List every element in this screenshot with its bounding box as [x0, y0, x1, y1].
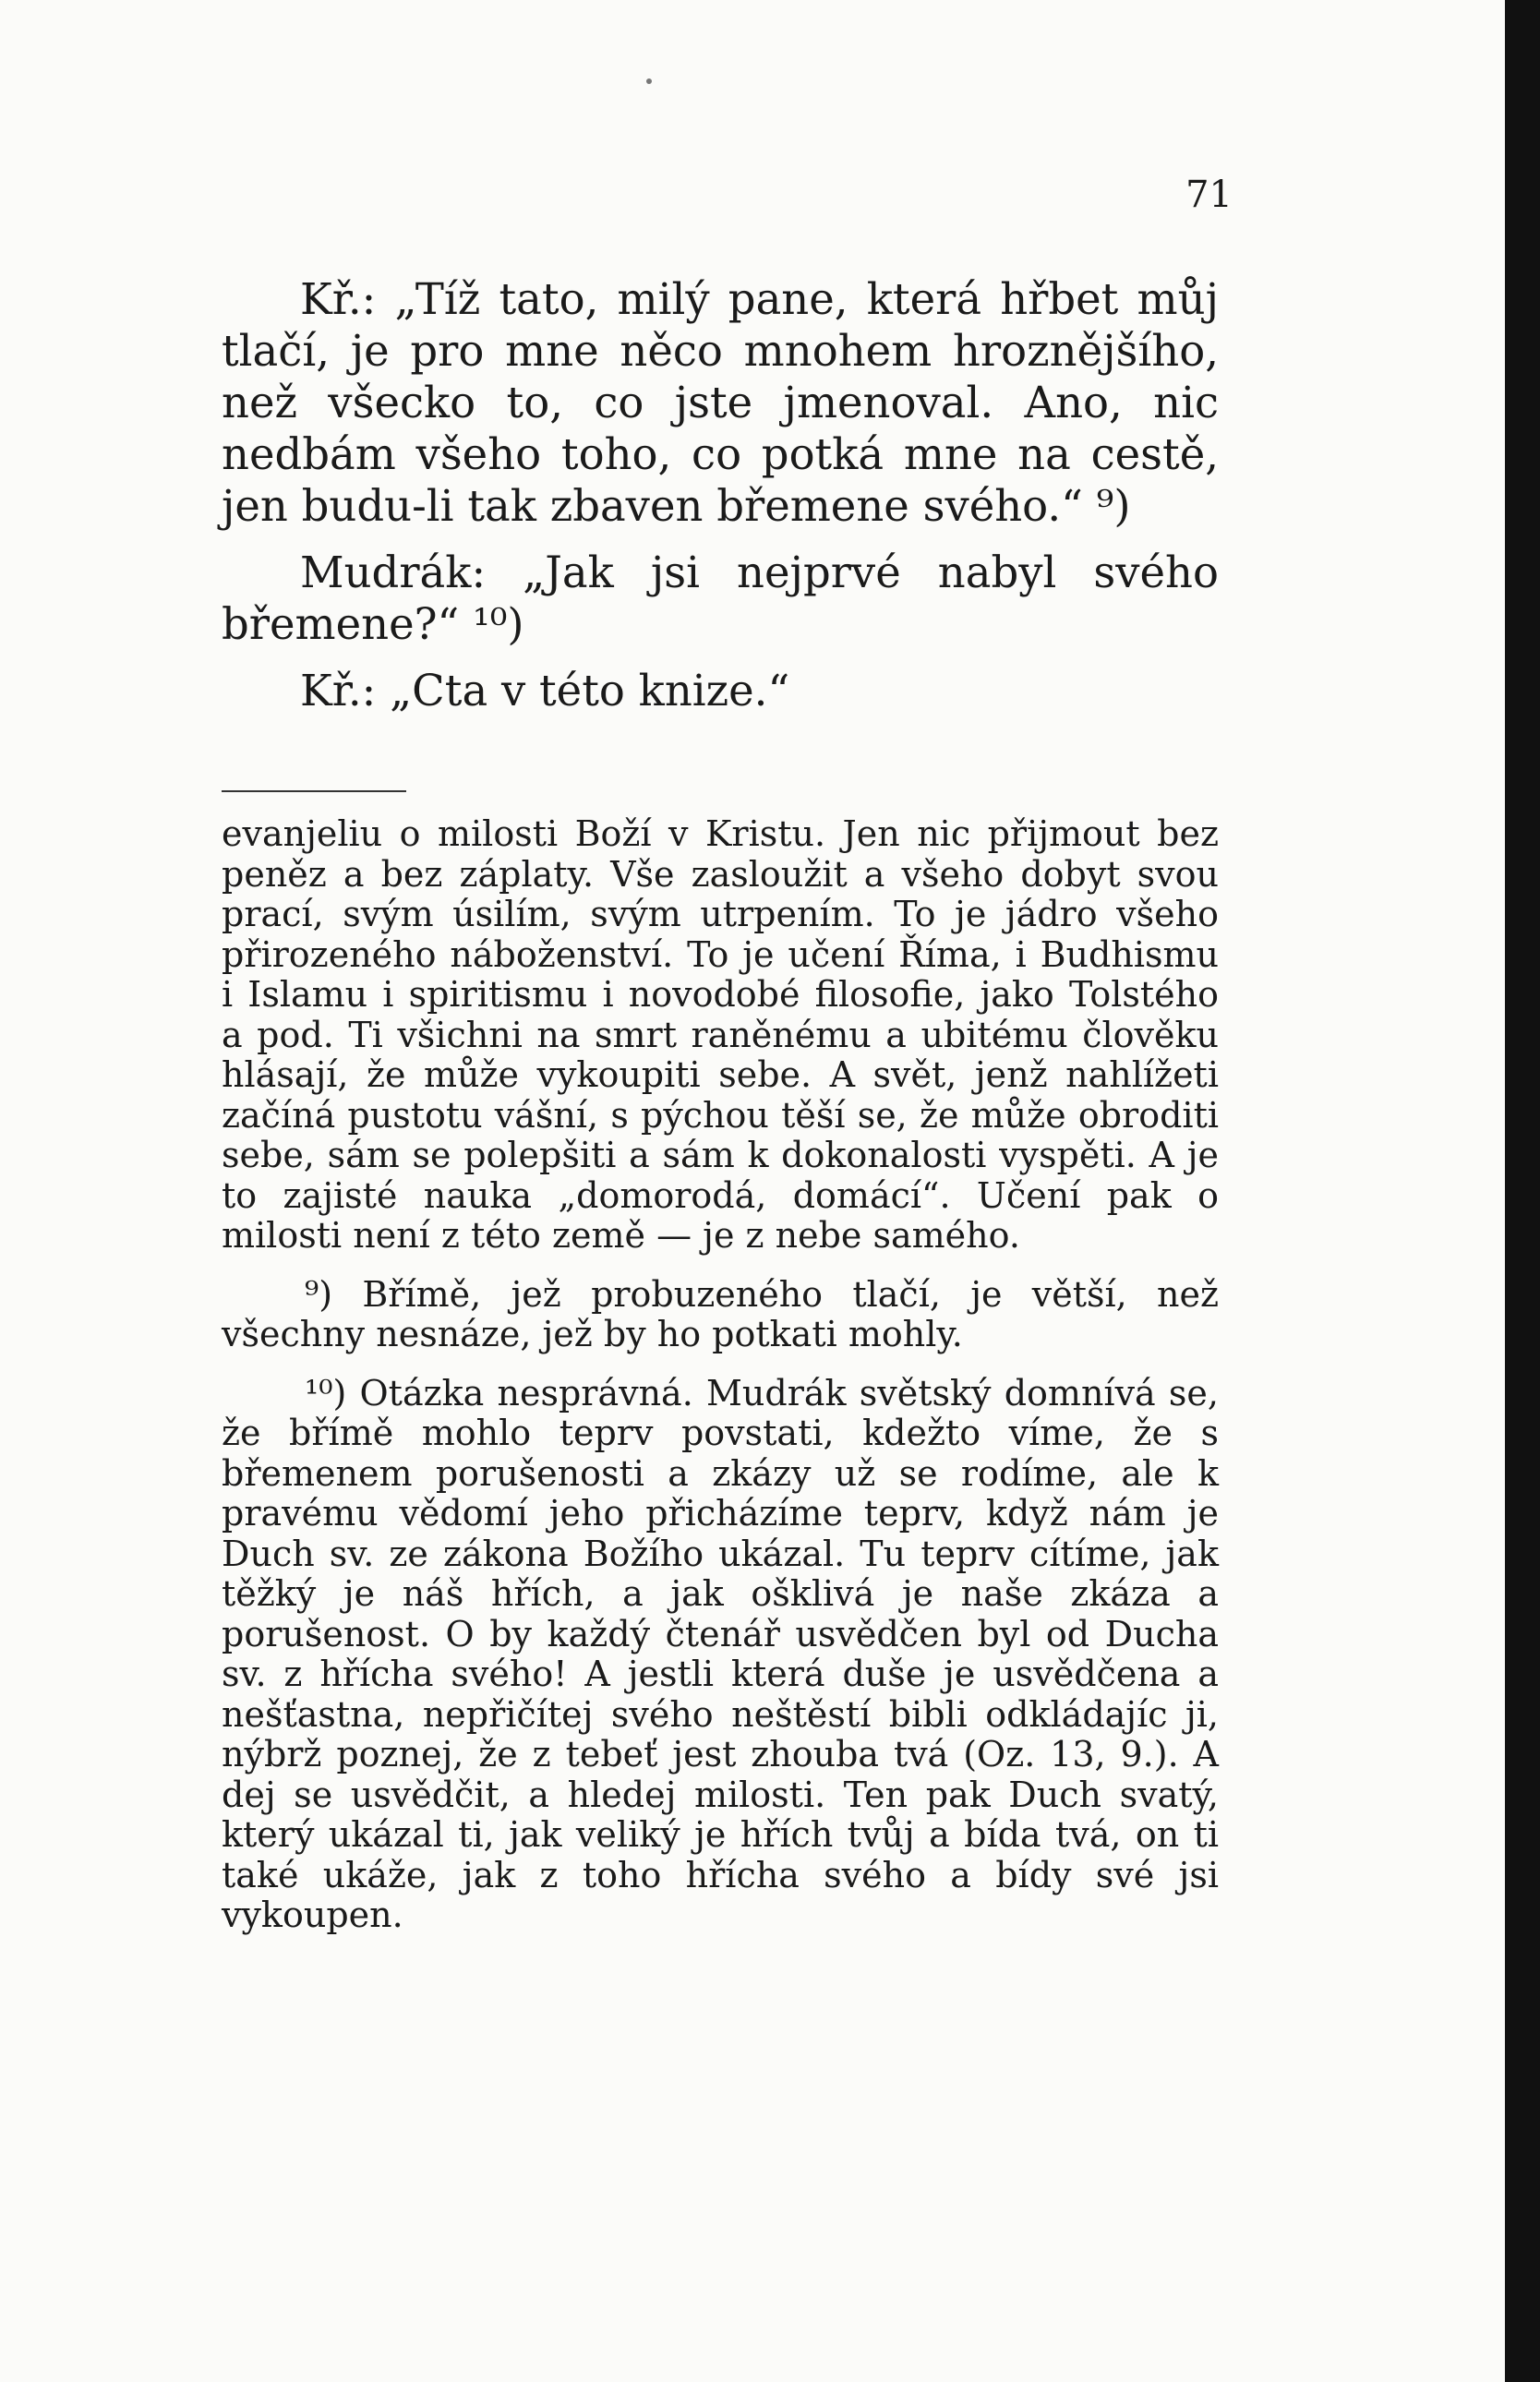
scan-edge: [1505, 0, 1540, 2382]
footnote-separator: [222, 790, 406, 792]
footnote-marker: ¹⁰): [305, 1372, 347, 1414]
footnote-10: [222, 1374, 1219, 1936]
footnote-text: Otázka nesprávná. Mudrák světský domnívá se, že břímě mohlo teprv povstati, kdežto víme, že s břemenem porušenosti a zkázy už se rodíme, ale k pravému vědomí jeho přicházíme teprv, když nám je Duch sv. ze zákona Božího ukázal. Tu teprv cítíme, jak těžký je náš hřích, a jak ošklivá je naše zkáza a porušenost. O by každý čtenář usvědčen byl od Ducha sv. z hřícha svého! A jestli která duše je usvědčena a nešťastna, nepřičítej svého neštěstí bibli odkládajíc ji, nýbrž poznej, že z tebeť jest zhouba tvá (Oz. 13, 9.). A dej se usvědčit, a hledej milosti. Ten pak Duch svatý, který ukázal ti, jak veliký je hřích tvůj a bída tvá, on ti také ukáže, jak z toho hřícha svého a bídy své jsi vykoupen.: [222, 1372, 1219, 1935]
dialogue-paragraph: Kř.: „Cta v této knize.“: [300, 666, 790, 716]
continued-footnote: evanjeliu o milosti Boží v Kristu. Jen nic přijmout bez peněz a bez záplaty. Vše zasloužit a všeho dobyt svou prací, svým úsilím, svým utrpením. To je jádro všeho přirozeného náboženství. To je učení Říma, i Budhismu i Islamu i spiritismu i novodobé filosofie, jako Tolstého a pod. Ti všichni na smrt raněnému a ubitému člověku hlásají, že může vykoupiti sebe. A svět, jenž nahlížeti začíná pustotu vášní, s pýchou těší se, že může obroditi sebe, sám se polepšiti a sám k dokonalosti vyspěti. A je to zajisté nauka „domorodá, domácí“. Učení pak o milosti není z této země — je z nebe samého.: [222, 813, 1219, 1256]
footnote-9: [222, 1275, 1219, 1355]
page-number: 71: [1185, 174, 1233, 216]
scan-speck: [646, 78, 652, 84]
dialogue-paragraph: Mudrák: „Jak jsi nejprvé nabyl svého břemene?“ ¹⁰): [222, 547, 1219, 649]
dialogue-paragraph: Kř.: „Tíž tato, milý pane, která hřbet můj tlačí, je pro mne něco mnohem hroznějšího, než všecko to, co jste jmenoval. Ano, nic nedbám všeho toho, co potká mne na cestě, jen budu-li tak zbaven břemene svého.“ ⁹): [222, 274, 1219, 531]
footnote-text: Břímě, jež probuzeného tlačí, je větší, než všechny nesnáze, jež by ho potkati mohly.: [222, 1273, 1219, 1354]
main-text: [222, 273, 1219, 731]
footnotes: [222, 814, 1219, 1955]
footnote-marker: ⁹): [305, 1273, 333, 1315]
